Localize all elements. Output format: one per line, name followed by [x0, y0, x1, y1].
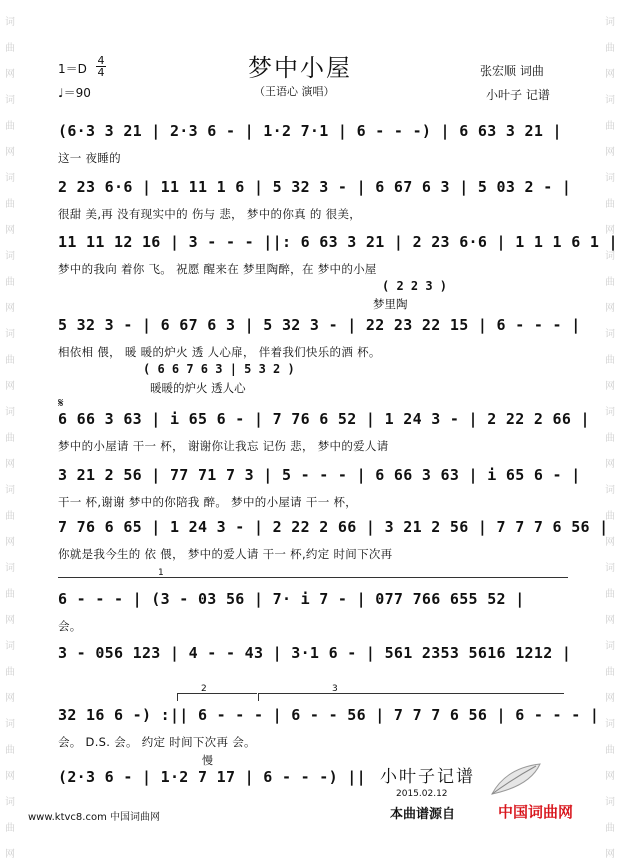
lyrics-line: 很甜 美,再 没有现实中的 伤与 悲， 梦中的你真 的 很美， — [58, 207, 362, 221]
transcription-date: 2015.02.12 — [396, 789, 448, 799]
brand-logo: 中国词曲网 — [498, 803, 574, 821]
source-label: 本曲谱源自 — [390, 807, 456, 822]
volta-1-line — [58, 577, 568, 578]
website-link[interactable]: www.ktvc8.com 中国词曲网 — [28, 812, 161, 823]
slow-marking: 慢 — [202, 754, 213, 767]
volta-2-line — [177, 693, 257, 694]
tempo-marking — [58, 84, 91, 101]
notes-line: 7 76 6 65 | 1 24 3 - | 2 22 2 66 | 3 21 2 56 | 7 7 7 6 56 | — [58, 518, 609, 536]
quarter-note-icon: ♩ — [58, 86, 64, 100]
alternate-notes-2: ( 6 6 7 6 3 | 5 3 2 ) — [143, 362, 295, 376]
volta-3-tick — [258, 693, 259, 701]
volta-1-label: 1 — [158, 568, 164, 578]
notes-line: (6·3 3 21 | 2·3 6 - | 1·2 7·1 | 6 - - -) | 6 63 3 21 | — [58, 122, 562, 140]
lyrics-line: 这一 夜睡的 — [58, 151, 121, 165]
transcriber-credit: 小叶子 记谱 — [486, 88, 550, 102]
lyrics-line: 会。 — [58, 619, 82, 633]
lyrics-line: 你就是我今生的 依 偎， 梦中的爱人请 干一 杯,约定 时间下次再 — [58, 547, 393, 561]
volta-3-label: 3 — [332, 684, 338, 694]
song-title: 梦中小屋 — [248, 54, 352, 82]
notes-line: 5 32 3 - | 6 67 6 3 | 5 32 3 - | 22 23 22 15 | 6 - - - | — [58, 316, 581, 334]
lyrics-line: 梦中的我向 着你 飞。 祝愿 醒来在 梦里陶醉，在 梦中的小屋 — [58, 262, 377, 276]
notes-line: 3 - 056 123 | 4 - - 43 | 3·1 6 - | 561 2353 5616 1212 | — [58, 644, 572, 662]
key-signature: 1＝D — [58, 62, 87, 76]
volta-3-line — [258, 693, 564, 694]
notes-line: 32 16 6 -) :|| 6 - - - | 6 - - 56 | 7 7 7 6 56 | 6 - - - | — [58, 706, 600, 724]
transcriber-signature: 小叶子记谱 — [380, 767, 475, 787]
alternate-lyrics-2: 暖暖的炉火 透人心 — [150, 381, 246, 395]
tempo-value: ＝90 — [63, 86, 91, 100]
lyricist-credit: 张宏顺 词曲 — [480, 64, 544, 78]
right-watermark: 词 曲 网 词 曲 网 词 曲 网 词 曲 网 词 曲 网 词 曲 网 词 曲 网 词 曲 网 词 曲 网 词 曲 网 词 曲 网 — [605, 17, 615, 860]
time-signature — [96, 55, 106, 78]
singer-credit: （王语心 演唱） — [254, 85, 335, 98]
lyrics-line: 相依相 偎， 暖 暖的炉火 透 人心扉， 伴着我们快乐的酒 杯。 — [58, 345, 381, 359]
leaf-icon — [486, 760, 546, 804]
alternate-lyrics-1: 梦里陶 — [373, 297, 408, 311]
time-sig-bottom: 4 — [97, 66, 105, 79]
lyrics-line: 会。 D.S. 会。 约定 时间下次再 会。 — [58, 735, 256, 749]
alternate-notes-1: ( 2 2 3 ) — [382, 279, 448, 293]
lyrics-line: 干一 杯,谢谢 梦中的你陪我 醉。 梦中的小屋请 干一 杯， — [58, 495, 358, 509]
time-sig-top: 4 — [97, 54, 105, 67]
notes-line: (2·3 6 - | 1·2 7 17 | 6 - - -) || — [58, 768, 366, 786]
segno-icon: 𝄋 — [58, 396, 64, 411]
notes-line: 3 21 2 56 | 77 71 7 3 | 5 - - - | 6 66 3 63 | i 65 6 - | — [58, 466, 581, 484]
volta-2-tick — [177, 693, 178, 701]
volta-2-label: 2 — [201, 684, 207, 694]
notes-line: 2 23 6·6 | 11 11 1 6 | 5 32 3 - | 6 67 6 3 | 5 03 2 - | — [58, 178, 572, 196]
left-watermark: 词 曲 网 词 曲 网 词 曲 网 词 曲 网 词 曲 网 词 曲 网 词 曲 网 词 曲 网 词 曲 网 词 曲 网 词 曲 网 — [5, 17, 15, 860]
lyrics-line: 梦中的小屋请 干一 杯， 谢谢你让我忘 记伤 悲， 梦中的爱人请 — [58, 439, 389, 453]
notes-line: 11 11 12 16 | 3 - - - ||: 6 63 3 21 | 2 23 6·6 | 1 1 1 6 1 | — [58, 233, 618, 251]
notes-line: 6 - - - | (3 - 03 56 | 7· i 7 - | 077 766 655 52 | — [58, 590, 525, 608]
notes-line: 6 66 3 63 | i 65 6 - | 7 76 6 52 | 1 24 3 - | 2 22 2 66 | — [58, 410, 590, 428]
